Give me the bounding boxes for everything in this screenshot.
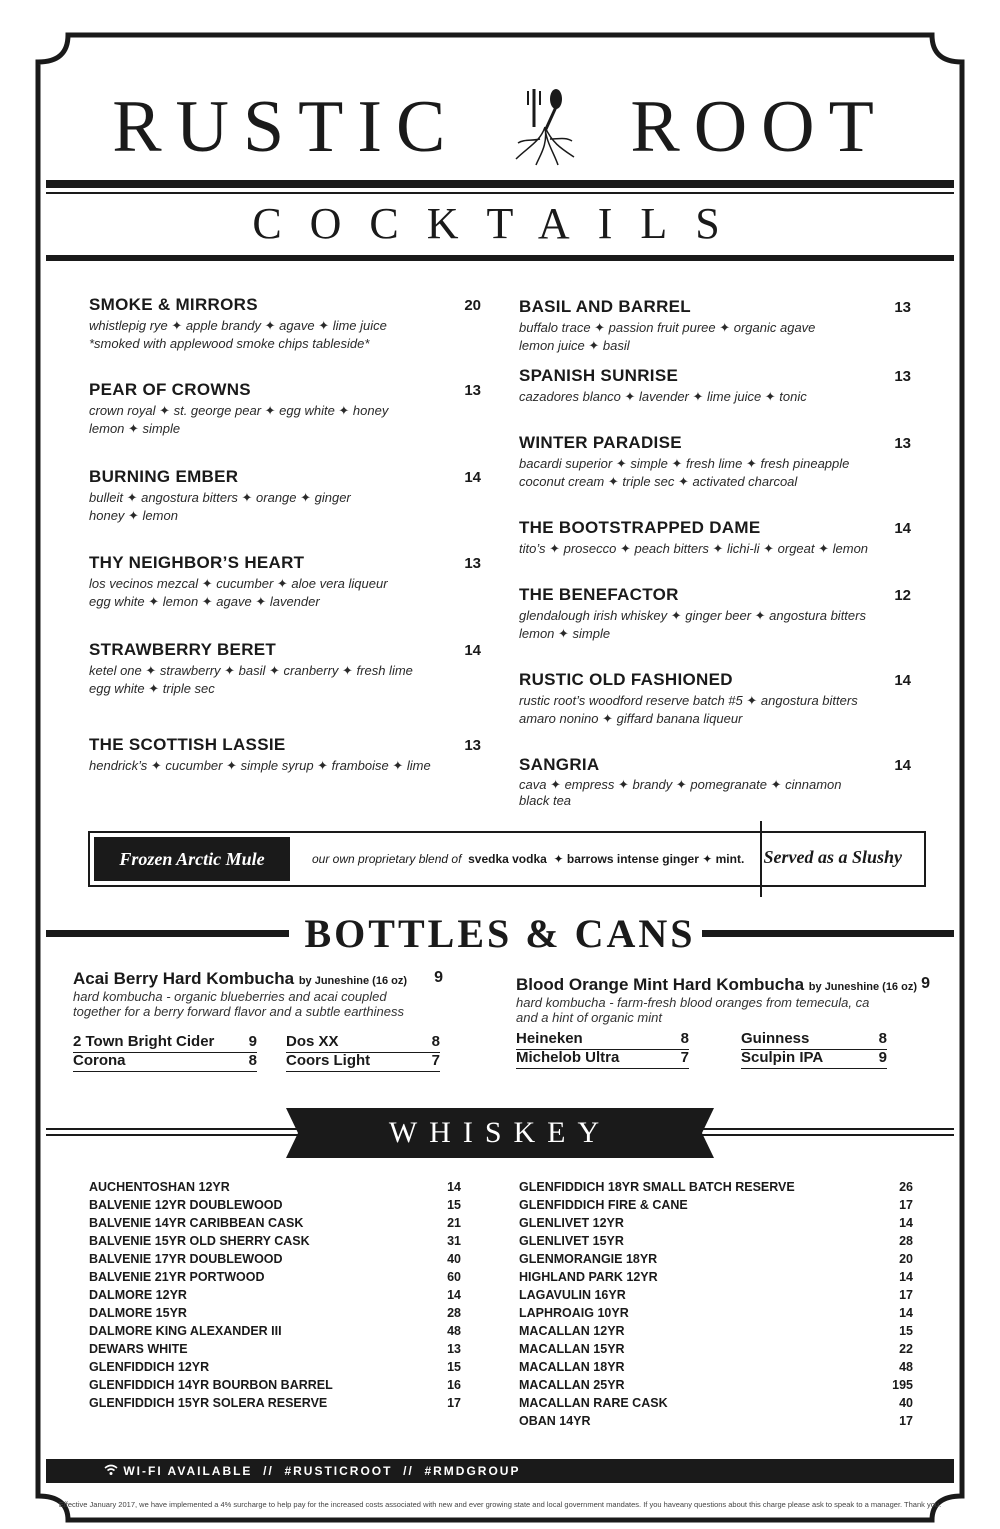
- whiskey-row: HIGHLAND PARK 12YR 14: [519, 1270, 913, 1284]
- whiskey-row: GLENLIVET 12YR 14: [519, 1216, 913, 1230]
- mule-served: Served as a Slushy: [763, 847, 902, 867]
- cocktail-name: RUSTIC OLD FASHIONED: [519, 670, 733, 689]
- cocktail-price: 14: [464, 642, 481, 659]
- cocktail-item: [519, 670, 911, 728]
- kombucha-price: 9: [434, 969, 443, 986]
- surcharge-disclaimer: Effective January 2017, we have implemented a 4% surcharge to help pay for the increased costs associated with new and ever growing state and local government mandates. If you haveany questions about this charge please ask to speak to a manager. Thank you.: [58, 1500, 942, 1509]
- brand-word-right: ROOT: [630, 85, 888, 168]
- cocktail-name: THE SCOTTISH LASSIE: [89, 735, 286, 754]
- cocktail-item: [89, 553, 481, 611]
- whiskey-row: MACALLAN RARE CASK 40: [519, 1396, 913, 1410]
- brand-logo: [0, 78, 1000, 170]
- whiskey-row: BALVENIE 15YR OLD SHERRY CASK 31: [89, 1234, 461, 1248]
- cocktail-price: 14: [894, 520, 911, 537]
- cocktail-item: [519, 518, 911, 558]
- beer-item: Corona 8: [73, 1052, 257, 1072]
- whiskey-row: BALVENIE 14YR CARIBBEAN CASK 21: [89, 1216, 461, 1230]
- cocktail-price: 20: [464, 297, 481, 314]
- whiskey-row: MACALLAN 25YR 195: [519, 1378, 913, 1392]
- whiskey-row: BALVENIE 21YR PORTWOOD 60: [89, 1270, 461, 1284]
- mule-tag: Frozen Arctic Mule: [94, 837, 290, 881]
- frozen-arctic-mule-box: [88, 831, 926, 887]
- cocktail-desc: cazadores blanco ✦ lavender ✦ lime juice ✦ tonic: [519, 389, 807, 404]
- kombucha-name: Acai Berry Hard Kombucha: [73, 969, 295, 988]
- beer-item: Michelob Ultra 7: [516, 1049, 689, 1069]
- kombucha-item: [516, 975, 930, 1025]
- whiskey-row: GLENFIDDICH FIRE & CANE 17: [519, 1198, 913, 1212]
- beer-item: Dos XX 8: [286, 1033, 440, 1053]
- kombucha-item: [73, 969, 443, 1019]
- cocktail-desc: tito’s ✦ prosecco ✦ peach bitters ✦ lichi-li ✦ orgeat ✦ lemon: [519, 541, 869, 556]
- kombucha-desc: hard kombucha - organic blueberries and acai coupled together for a berry forward flavor and a subtle earthiness: [73, 989, 404, 1019]
- cocktail-price: 13: [464, 737, 481, 754]
- whiskey-row: GLENMORANGIE 18YR 20: [519, 1252, 913, 1266]
- cocktail-item: [519, 366, 911, 406]
- kombucha-by: by Juneshine (16 oz): [298, 975, 408, 987]
- cocktail-desc: glendalough irish whiskey ✦ ginger beer ✦ angostura bitters lemon ✦ simple: [519, 608, 866, 641]
- cocktail-price: 14: [464, 469, 481, 486]
- whiskey-row: LAPHROAIG 10YR 14: [519, 1306, 913, 1320]
- whiskey-row: AUCHENTOSHAN 12YR 14: [89, 1180, 461, 1194]
- cocktail-item: [89, 467, 481, 525]
- whiskey-title: WHISKEY: [304, 1108, 696, 1158]
- fork-spoon-root-icon: [510, 87, 580, 167]
- kombucha-by: by Juneshine (16 oz): [808, 981, 917, 993]
- whiskey-row: OBAN 14YR 17: [519, 1414, 913, 1428]
- cocktail-item: [89, 640, 481, 698]
- whiskey-row: GLENFIDDICH 14YR BOURBON BARREL 16: [89, 1378, 461, 1392]
- beer-item: Coors Light 7: [286, 1052, 440, 1072]
- cocktail-item: [89, 380, 481, 438]
- beer-item: 2 Town Bright Cider 9: [73, 1033, 257, 1053]
- header-rule-top: [46, 180, 954, 188]
- whiskey-row: DALMORE KING ALEXANDER III 48: [89, 1324, 461, 1338]
- cocktail-name: SPANISH SUNRISE: [519, 366, 679, 385]
- cocktail-item: [519, 585, 911, 643]
- cocktail-desc: los vecinos mezcal ✦ cucumber ✦ aloe vera liqueur egg white ✦ lemon ✦ agave ✦ lavender: [89, 576, 388, 609]
- cocktail-name: PEAR OF CROWNS: [89, 380, 251, 399]
- kombucha-price: 9: [921, 975, 930, 992]
- whiskey-row: GLENFIDDICH 18YR SMALL BATCH RESERVE 26: [519, 1180, 913, 1194]
- cocktail-item: [519, 297, 911, 355]
- cocktail-desc: bulleit ✦ angostura bitters ✦ orange ✦ ginger honey ✦ lemon: [89, 490, 351, 523]
- whiskey-list-left: [89, 1178, 461, 1412]
- beer-item: Guinness 8: [741, 1030, 887, 1050]
- cocktail-item: [519, 755, 911, 809]
- cocktail-desc: ketel one ✦ strawberry ✦ basil ✦ cranberry ✦ fresh lime egg white ✦ triple sec: [89, 663, 413, 696]
- cocktail-desc: cava ✦ empress ✦ brandy ✦ pomegranate ✦ cinnamon black tea: [519, 777, 842, 808]
- cocktail-name: STRAWBERRY BERET: [89, 640, 277, 659]
- cocktail-price: 13: [894, 368, 911, 385]
- cocktail-price: 13: [464, 555, 481, 572]
- cocktail-desc: bacardi superior ✦ simple ✦ fresh lime ✦ fresh pineapple coconut cream ✦ triple sec ✦ activated charcoal: [519, 456, 850, 489]
- cocktail-price: 13: [894, 435, 911, 452]
- cocktail-item: [519, 433, 911, 491]
- cocktail-desc: hendrick’s ✦ cucumber ✦ simple syrup ✦ framboise ✦ lime: [89, 758, 431, 773]
- cocktail-name: BASIL AND BARREL: [519, 297, 691, 316]
- cocktail-price: 12: [894, 587, 911, 604]
- cocktails-title: COCKTAILS: [252, 199, 748, 248]
- whiskey-row: DEWARS WHITE 13: [89, 1342, 461, 1356]
- header-rule-bottom: [46, 255, 954, 261]
- whiskey-row: MACALLAN 12YR 15: [519, 1324, 913, 1338]
- cocktail-price: 14: [894, 672, 911, 689]
- mule-divider: [760, 821, 762, 897]
- cocktail-desc: crown royal ✦ st. george pear ✦ egg white ✦ honey lemon ✦ simple: [89, 403, 389, 436]
- kombucha-name: Blood Orange Mint Hard Kombucha: [516, 975, 805, 994]
- cocktail-price: 14: [894, 757, 911, 774]
- cocktail-name: BURNING EMBER: [89, 467, 239, 486]
- cocktail-desc: buffalo trace ✦ passion fruit puree ✦ organic agave lemon juice ✦ basil: [519, 320, 816, 353]
- whiskey-row: MACALLAN 15YR 22: [519, 1342, 913, 1356]
- whiskey-row: GLENFIDDICH 12YR 15: [89, 1360, 461, 1374]
- cocktail-price: 13: [894, 299, 911, 316]
- whiskey-list-right: [519, 1178, 913, 1430]
- cocktail-item: [89, 295, 481, 353]
- whiskey-row: BALVENIE 17YR DOUBLEWOOD 40: [89, 1252, 461, 1266]
- cocktail-name: THY NEIGHBOR’S HEART: [89, 553, 305, 572]
- cocktail-price: 13: [464, 382, 481, 399]
- footer-text: WI-FI AVAILABLE // #RUSTICROOT // #RMDGROUP: [123, 1464, 521, 1478]
- whiskey-row: LAGAVULIN 16YR 17: [519, 1288, 913, 1302]
- whiskey-row: BALVENIE 12YR DOUBLEWOOD 15: [89, 1198, 461, 1212]
- cocktail-name: THE BENEFACTOR: [519, 585, 679, 604]
- footer-bar: [46, 1459, 954, 1483]
- whiskey-row: DALMORE 12YR 14: [89, 1288, 461, 1302]
- cocktail-desc: rustic root’s woodford reserve batch #5 ✦ angostura bitters amaro nonino ✦ giffard banana liqueur: [519, 693, 858, 726]
- cocktail-name: SANGRIA: [519, 755, 600, 774]
- whiskey-row: GLENFIDDICH 15YR SOLERA RESERVE 17: [89, 1396, 461, 1410]
- whiskey-row: GLENLIVET 15YR 28: [519, 1234, 913, 1248]
- wifi-icon: [104, 1464, 118, 1476]
- cocktail-item: [89, 735, 481, 775]
- brand-word-left: RUSTIC: [112, 85, 460, 168]
- beer-item: Sculpin IPA 9: [741, 1049, 887, 1069]
- cocktail-name: SMOKE & MIRRORS: [89, 295, 258, 314]
- cocktail-name: WINTER PARADISE: [519, 433, 682, 452]
- kombucha-desc: hard kombucha - farm-fresh blood oranges from temecula, ca and a hint of organic mint: [516, 995, 870, 1025]
- beer-item: Heineken 8: [516, 1030, 689, 1050]
- header-rule-top-thin: [46, 192, 954, 194]
- cocktail-desc: whistlepig rye ✦ apple brandy ✦ agave ✦ lime juice *smoked with applewood smoke chips tableside*: [89, 318, 387, 351]
- whiskey-row: DALMORE 15YR 28: [89, 1306, 461, 1320]
- cocktail-name: THE BOOTSTRAPPED DAME: [519, 518, 761, 537]
- whiskey-row: MACALLAN 18YR 48: [519, 1360, 913, 1374]
- mule-blend: our own proprietary blend of svedka vodka ✦ barrows intense ginger ✦ mint.: [312, 852, 745, 866]
- bottles-cans-title: BOTTLES & CANS: [304, 911, 696, 956]
